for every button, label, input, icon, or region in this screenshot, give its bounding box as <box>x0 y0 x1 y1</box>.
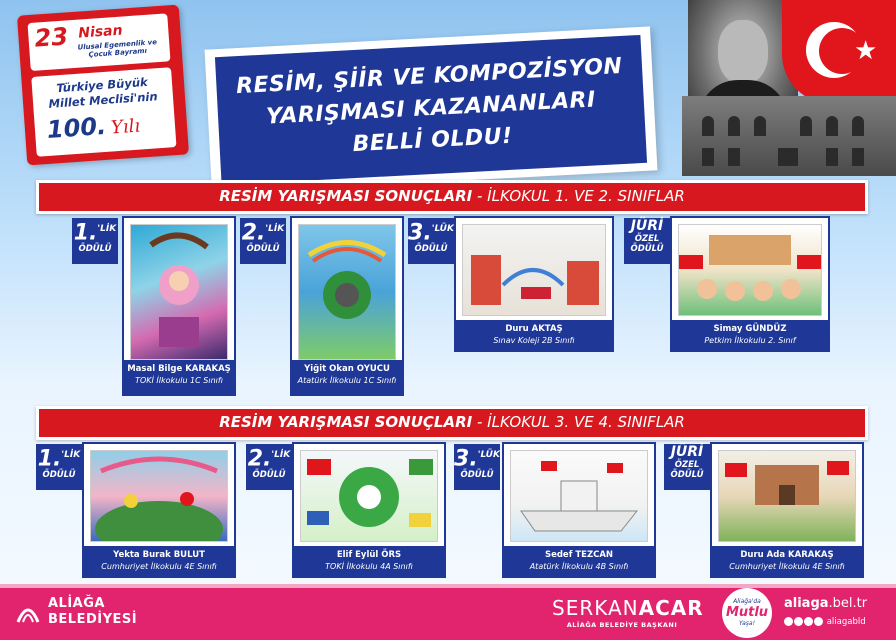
artwork-drawing <box>463 225 605 315</box>
award-rank: 2. <box>247 446 272 472</box>
winner-card <box>502 442 656 578</box>
award-suffix: ÖZEL <box>674 460 700 470</box>
star-icon: ★ <box>854 36 878 66</box>
winner-card <box>122 216 236 396</box>
headline-banner <box>205 26 658 193</box>
social-handle-text: aliagabld <box>826 617 866 627</box>
winner-school: TOKİ İlkokulu 4A Sınıfı <box>325 562 413 571</box>
artwork-drawing <box>719 451 855 541</box>
winner-card <box>82 442 236 578</box>
winner-name: Simay GÜNDÜZ <box>713 324 787 334</box>
winner-caption <box>124 360 234 394</box>
building-window <box>728 116 740 136</box>
artwork-image <box>678 224 822 316</box>
winner-name: Masal Bilge KARAKAŞ <box>127 364 231 374</box>
award-rank: JÜRİ <box>630 218 664 234</box>
award-rank: 3. <box>454 446 478 472</box>
artwork-drawing <box>299 225 395 359</box>
badge-line2: Millet Meclisi'nin <box>48 89 158 111</box>
badge-number: 23 <box>33 22 69 53</box>
section-title-rest: - İLKOKUL 3. VE 4. SINIFLAR <box>472 413 685 431</box>
website-rest: .bel.tr <box>828 596 868 611</box>
building-window <box>702 148 714 166</box>
portrait-face <box>718 20 768 84</box>
award-rank: 3. <box>408 220 432 246</box>
winner-caption <box>456 320 612 350</box>
mutlu-bottom: Yaşa! <box>739 620 755 627</box>
artwork-drawing <box>679 225 821 315</box>
twitter-icon <box>794 617 803 626</box>
winner-caption <box>294 546 444 576</box>
website-bold: aliaga <box>784 596 829 611</box>
headline-line2: YARIŞMASI KAZANANLARI <box>265 87 597 130</box>
building-window <box>702 116 714 136</box>
mayor-first-name: SERKAN <box>552 596 639 620</box>
building-window <box>826 148 838 166</box>
mayor-title: ALİAĞA BELEDİYE BAŞKANI <box>566 621 678 629</box>
award-suffix: 'LİK <box>97 224 117 234</box>
artwork-image <box>298 224 396 360</box>
building-window <box>826 116 838 136</box>
winner-card <box>670 216 830 352</box>
winner-name: Yekta Burak BULUT <box>113 550 205 560</box>
award-label: ÖDÜLÜ <box>670 470 704 480</box>
award-rank: 2. <box>241 220 266 246</box>
winner-card <box>292 442 446 578</box>
mutlu-yasa-logo <box>722 588 772 638</box>
headline-line1: RESİM, ŞİİR VE KOMPOZİSYON <box>235 53 624 100</box>
award-label-jury <box>624 218 670 264</box>
artwork-image <box>718 450 856 542</box>
artwork-drawing <box>131 225 227 359</box>
winner-school: Petkim İlkokulu 2. Sınıf <box>704 336 796 345</box>
winner-caption <box>712 546 862 576</box>
award-label: ÖDÜLÜ <box>246 244 280 255</box>
award-suffix: 'LÜK <box>477 450 500 460</box>
winner-school: Atatürk İlkokulu 1C Sınıfı <box>297 376 397 385</box>
winner-caption <box>84 546 234 576</box>
headline-panel <box>215 35 647 185</box>
mutlu-main: Mutlu <box>725 605 769 620</box>
artwork-image <box>300 450 438 542</box>
winner-school: Cumhuriyet İlkokulu 4E Sınıfı <box>729 562 845 571</box>
award-label: ÖDÜLÜ <box>630 244 664 254</box>
badge-bottom-panel <box>31 67 176 157</box>
winner-card <box>454 216 614 352</box>
footer-bar <box>0 584 896 640</box>
badge-year-word: Yılı <box>110 115 141 139</box>
building-window <box>800 116 812 136</box>
winner-caption <box>292 360 402 394</box>
award-suffix: 'LİK <box>265 224 285 234</box>
facebook-icon <box>784 617 793 626</box>
building-window <box>754 116 766 136</box>
award-label-3rd <box>454 444 500 490</box>
winner-school: Cumhuriyet İlkokulu 4E Sınıfı <box>101 562 217 571</box>
badge-line1: Türkiye Büyük <box>55 74 149 96</box>
instagram-icon <box>804 617 813 626</box>
winner-name: Yiğit Okan OYUCU <box>304 364 390 374</box>
section-title-rest: - İLKOKUL 1. VE 2. SINIFLAR <box>472 187 685 205</box>
section-bar-grades-1-2 <box>36 180 868 214</box>
building-window <box>852 148 864 166</box>
award-suffix: 'LÜK <box>431 224 454 234</box>
award-label: ÖDÜLÜ <box>414 244 448 255</box>
award-label: ÖDÜLÜ <box>460 470 494 481</box>
artwork-drawing <box>91 451 227 541</box>
winner-name: Elif Eylül ÖRS <box>336 550 402 560</box>
mutlu-top: Aliağa'da <box>733 598 761 605</box>
winner-name: Duru AKTAŞ <box>505 324 563 334</box>
award-rank: JÜRİ <box>670 444 704 460</box>
mayor-last-name: ACAR <box>638 596 704 620</box>
footer-top-line <box>0 584 896 588</box>
award-suffix: 'LİK <box>271 450 291 460</box>
award-label: ÖDÜLÜ <box>42 470 76 481</box>
section-title-bold: RESİM YARIŞMASI SONUÇLARI <box>219 413 473 431</box>
winner-school: TOKİ İlkokulu 1C Sınıfı <box>135 376 223 385</box>
mayor-signature <box>552 596 704 629</box>
logo-line2: BELEDİYESİ <box>48 612 138 627</box>
award-label-1st <box>72 218 118 264</box>
award-label-3rd <box>408 218 454 264</box>
winner-name: Duru Ada KARAKAŞ <box>740 550 834 560</box>
winner-card <box>290 216 404 396</box>
artwork-image <box>130 224 228 360</box>
winner-caption <box>672 320 828 350</box>
headline-line3: BELLİ OLDU! <box>352 123 514 158</box>
winner-school: Sınav Koleji 2B Sınıfı <box>493 336 575 345</box>
artwork-drawing <box>301 451 437 541</box>
winner-caption <box>504 546 654 576</box>
anniversary-badge <box>17 5 189 166</box>
municipality-symbol-icon <box>14 598 42 626</box>
parliament-building-image <box>682 96 896 176</box>
award-rank: 1. <box>37 446 62 472</box>
artwork-image <box>462 224 606 316</box>
section-bar-grades-3-4 <box>36 406 868 440</box>
artwork-drawing <box>511 451 647 541</box>
winner-card <box>710 442 864 578</box>
logo-line1: ALİAĞA <box>48 596 105 611</box>
winner-school: Atatürk İlkokulu 4B Sınıfı <box>529 562 629 571</box>
award-label-jury <box>664 444 710 490</box>
social-handles[interactable] <box>784 617 866 627</box>
award-label-2nd <box>246 444 292 490</box>
winner-name: Sedef TEZCAN <box>544 550 614 560</box>
building-door <box>778 148 798 166</box>
badge-hundred: 100. <box>46 111 108 144</box>
award-rank: 1. <box>73 220 98 246</box>
artwork-image <box>510 450 648 542</box>
artwork-image <box>90 450 228 542</box>
award-label: ÖDÜLÜ <box>252 470 286 481</box>
award-label-2nd <box>240 218 286 264</box>
section-title-bold: RESİM YARIŞMASI SONUÇLARI <box>219 187 473 205</box>
youtube-icon <box>814 617 823 626</box>
turkish-flag <box>782 0 896 104</box>
website-link[interactable] <box>784 596 867 611</box>
badge-top-panel <box>27 13 170 71</box>
award-suffix: 'LİK <box>61 450 81 460</box>
award-label: ÖDÜLÜ <box>78 244 112 255</box>
badge-month: Nisan <box>77 22 124 42</box>
award-label-1st <box>36 444 82 490</box>
award-suffix: ÖZEL <box>634 234 660 244</box>
badge-subtitle: Ulusal Egemenlik ve Çocuk Bayramı <box>77 38 158 59</box>
building-window <box>852 116 864 136</box>
building-window <box>728 148 740 166</box>
